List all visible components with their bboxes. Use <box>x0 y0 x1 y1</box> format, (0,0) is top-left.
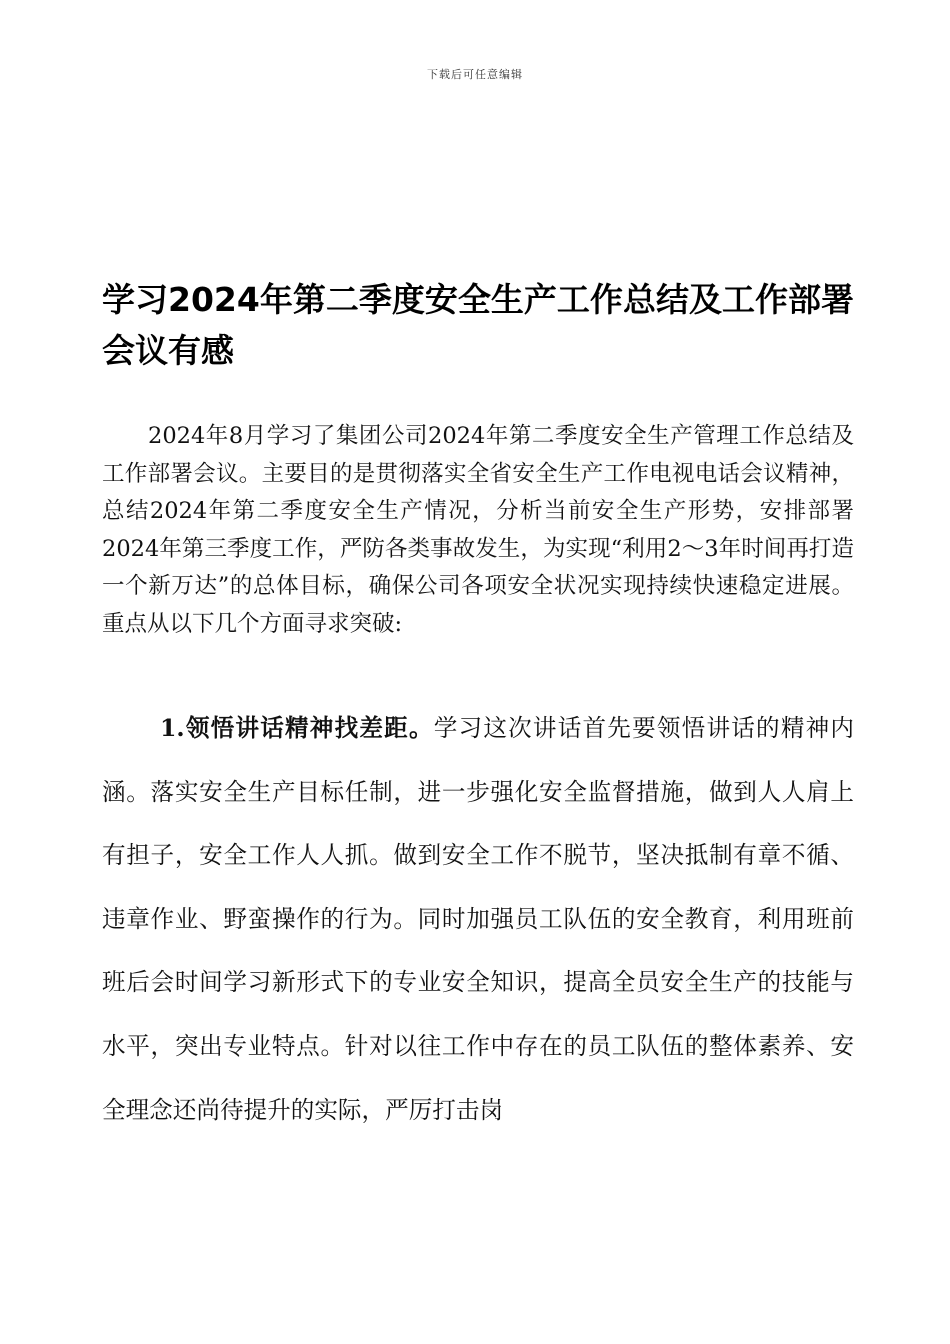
intro-paragraph: 2024年8月学习了集团公司2024年第二季度安全生产管理工作总结及工作部署会议。主要目的是贯彻落实全省安全生产工作电视电话会议精神，总结2024年第二季度安全生产情况，分析当前安全生产形势，安排部署2024年第三季度工作，严防各类事故发生，为实现“利用2～3年时间再打造一个新万达”的总体目标，确保公司各项安全状况实现持续快速稳定进展。重点从以下几个方面寻求突破: <box>102 423 854 637</box>
page-header-note: 下载后可任意编辑 <box>427 68 523 81</box>
section-heading: 1.领悟讲话精神找差距。 <box>160 714 434 742</box>
document-title: 学习2024年第二季度安全生产工作总结及工作部署会议有感 <box>102 280 854 370</box>
section-paragraph <box>102 697 854 1142</box>
section-body: 学习这次讲话首先要领悟讲话的精神内涵。落实安全生产目标任制，进一步强化安全监督措施，做到人人肩上有担子，安全工作人人抓。做到安全工作不脱节，坚决抵制有章不循、违章作业、野蛮操作的行为。同时加强员工队伍的安全教育，利用班前班后会时间学习新形式下的专业安全知识，提高全员安全生产的技能与水平，突出专业特点。针对以往工作中存在的员工队伍的整体素养、安全理念还尚待提升的实际，严厉打击岗 <box>102 714 854 1124</box>
